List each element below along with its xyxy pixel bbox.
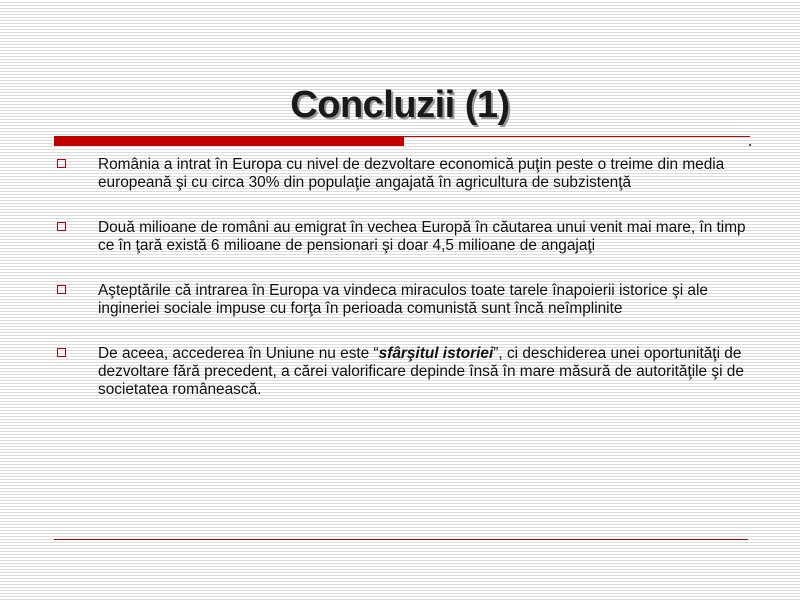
bullet-item	[56, 219, 756, 255]
bullet-text-end: ”, ci deschiderea unei oportunităţi de dezvoltare fără precedent, a cărei valorificare depinde însă în mare măsură de autorităţile şi de societatea românească.	[98, 345, 744, 398]
footer-rule	[54, 539, 748, 540]
bullet-text: Două milioane de români au emigrat în vechea Europă în căutarea unui venit mai mare, în timp ce în ţară există 6 milioane de pensionari şi doar 4,5 milioane de angajaţi	[98, 219, 746, 254]
bullet-text: România a intrat în Europa cu nivel de dezvoltare economică puţin peste o treime din media europeană şi cu circa 30% din populaţie angajată în agricultura de subzistenţă	[98, 156, 725, 191]
bullet-list	[56, 156, 756, 426]
bullet-text	[98, 345, 756, 399]
bullet-text-start: De aceea, accederea în Uniune nu este “	[98, 345, 379, 362]
hollow-square-icon	[57, 348, 66, 357]
hollow-square-icon	[57, 285, 66, 294]
hollow-square-icon	[57, 222, 66, 231]
slide-title: Concluzii (1)	[290, 84, 510, 126]
bullet-item	[56, 282, 756, 318]
emphasized-phrase: sfârşitul istoriei	[378, 345, 494, 362]
title-rule-dot	[749, 144, 751, 146]
bullet-item	[56, 156, 756, 192]
hollow-square-icon	[57, 159, 66, 168]
bullet-text: Aşteptările că intrarea în Europa va vindeca miraculos toate tarele înapoierii istorice şi ale ingineriei sociale impuse cu forţa în perioada comunistă sunt încă neîmplinite	[98, 282, 708, 317]
title-accent-bar	[54, 137, 404, 146]
bullet-item	[56, 345, 756, 399]
